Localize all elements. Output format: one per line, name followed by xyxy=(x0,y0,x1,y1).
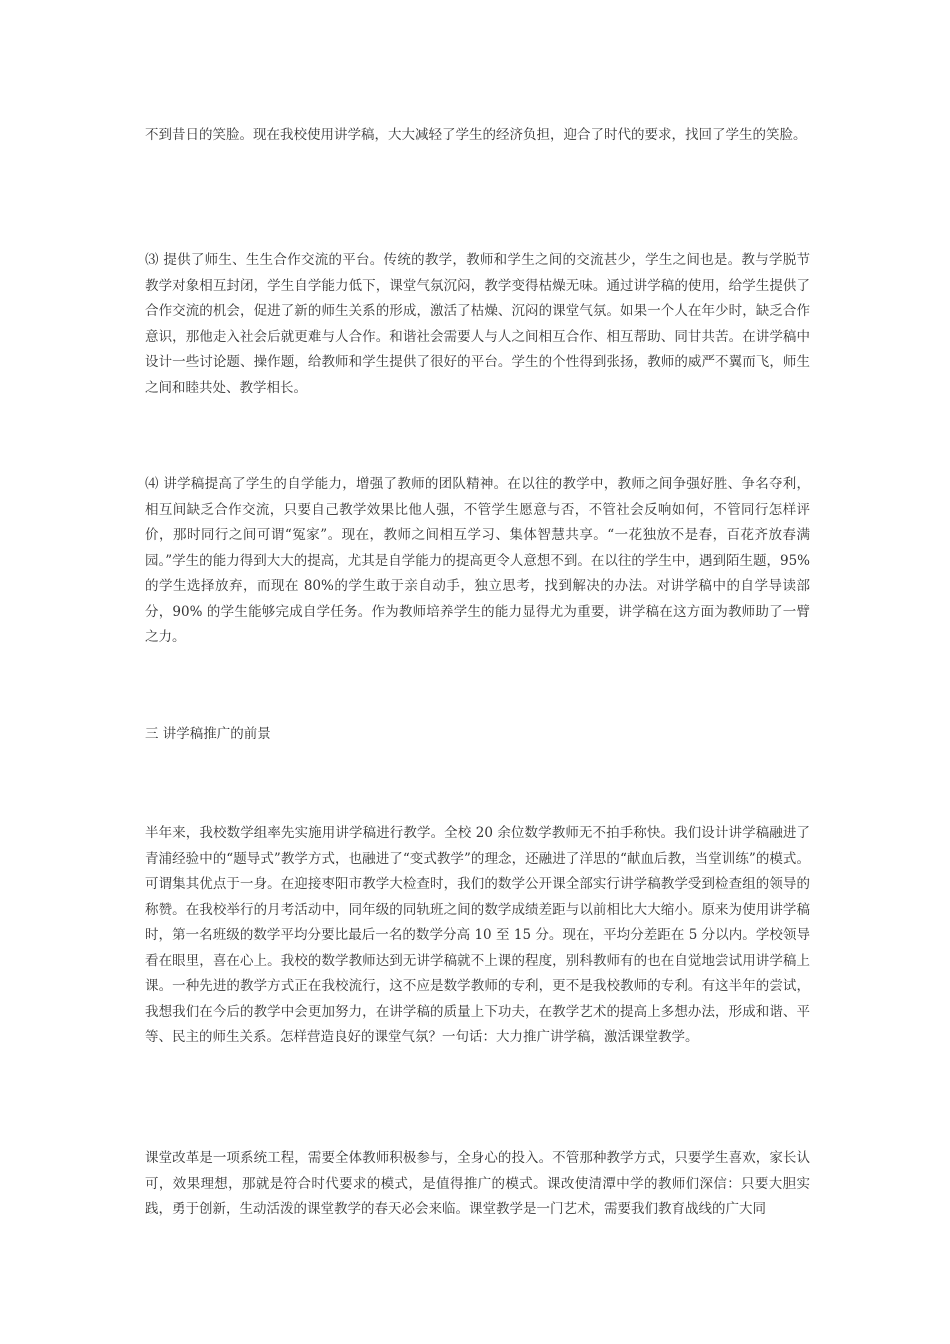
section-heading: 三 讲学稿推广的前景 xyxy=(145,726,271,742)
paragraph-self-study-ability: ⑷ 讲学稿提高了学生的自学能力，增强了教师的团队精神。在以往的教学中，教师之间争强好胜、争名夺利，相互间缺乏合作交流，只要自己教学效果比他人强，不管学生愿意与否，不管社会反响如何，不管同行怎样评价，那时同行之间可谓“冤家”。现在，教师之间相互学习、集体智慧共享。“一花独放不是春，百花齐放春满园。”学生的能力得到大大的提高，尤其是自学能力的提高更令人意想不到。在以往的学生中，遇到陌生题，95%的学生选择放弃，而现在 80%的学生敢于亲自动手，独立思考，找到解决的办法。对讲学稿中的自学导读部分，90% 的学生能够完成自学任务。作为教师培养学生的能力显得尤为重要，讲学稿在这方面为教师助了一臂之力。 xyxy=(145,476,810,645)
paragraph-classroom-reform: 课堂改革是一项系统工程，需要全体教师积极参与，全身心的投入。不管那种教学方式，只要学生喜欢，家长认可，效果理想，那就是符合时代要求的模式，是值得推广的模式。课改使清潭中学的教师们深信：只要大胆实践，勇于创新，生动活泼的课堂教学的春天必会来临。课堂教学是一门艺术，需要我们教育战线的广大同 xyxy=(145,1150,810,1217)
paragraph-smile-continuation: 不到昔日的笑脸。现在我校使用讲学稿，大大减轻了学生的经济负担，迎合了时代的要求，找回了学生的笑脸。 xyxy=(145,127,807,143)
paragraph-cooperation-platform: ⑶ 提供了师生、生生合作交流的平台。传统的教学，教师和学生之间的交流甚少，学生之间也是。教与学脱节教学对象相互封闭，学生自学能力低下，课堂气氛沉闷，教学变得枯燥无味。通过讲学稿的使用，给学生提供了合作交流的机会，促进了新的师生关系的形成，激活了枯燥、沉闷的课堂气氛。如果一个人在年少时，缺乏合作意识，那他走入社会后就更难与人合作。和谐社会需要人与人之间相互合作、相互帮助、同甘共苦。在讲学稿中设计一些讨论题、操作题，给教师和学生提供了很好的平台。学生的个性得到张扬，教师的威严不翼而飞，师生之间和睦共处、教学相长。 xyxy=(145,252,810,396)
paragraph-half-year-practice: 半年来，我校数学组率先实施用讲学稿进行教学。全校 20 余位数学教师无不拍手称快。我们设计讲学稿融进了青浦经验中的“题导式”教学方式，也融进了“变式教学”的理念，还融进了洋思的“献血后教，当堂训练”的模式。可谓集其优点于一身。在迎接枣阳市教学大检查时，我们的数学公开课全部实行讲学稿教学受到检查组的领导的称赞。在我校举行的月考活动中，同年级的同轨班之间的数学成绩差距与以前相比大大缩小。原来为使用讲学稿时，第一名班级的数学平均分要比最后一名的数学分高 10 至 15 分。现在，平均分差距在 5 分以内。学校领导看在眼里，喜在心上。我校的数学教师达到无讲学稿就不上课的程度，别科教师有的也在自觉地尝试用讲学稿上课。一种先进的教学方式正在我校流行，这不应是数学教师的专利，更不是我校教师的专利。有这半年的尝试，我想我们在今后的教学中会更加努力，在讲学稿的质量上下功夫，在教学艺术的提高上多想办法，形成和谐、平等、民主的师生关系。怎样营造良好的课堂气氛？一句话：大力推广讲学稿，激活课堂教学。 xyxy=(145,825,810,1045)
